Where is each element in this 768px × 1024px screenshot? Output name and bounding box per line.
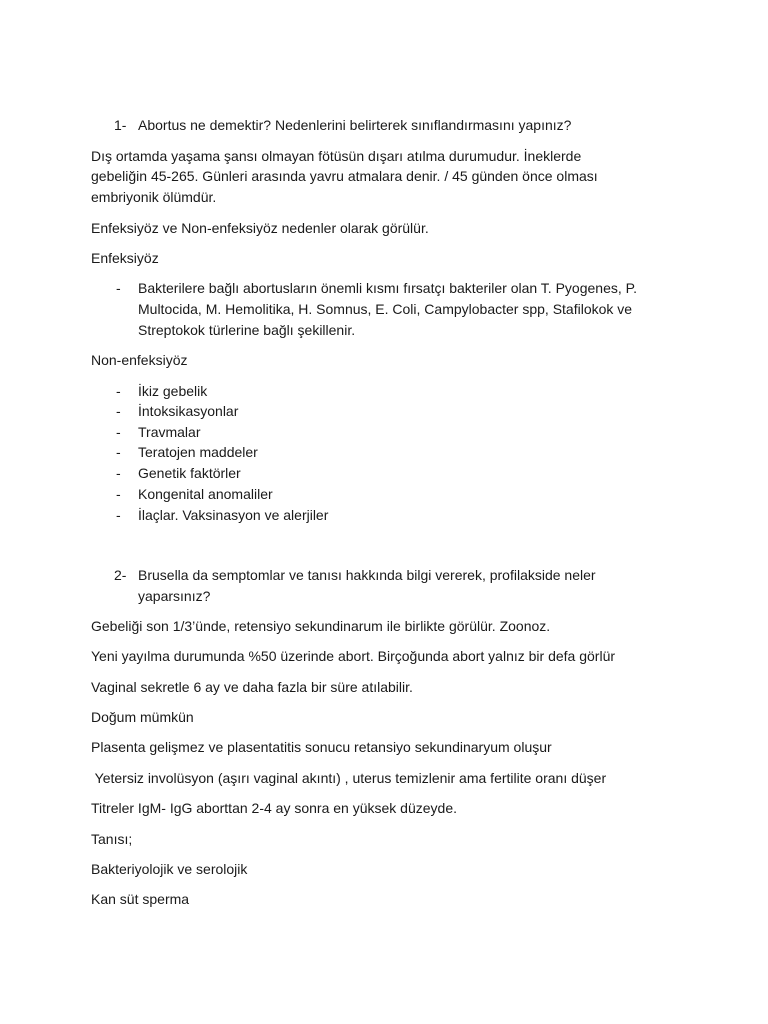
q2-paragraph: Doğum mümkün <box>91 709 194 725</box>
q2-question-line-1: Brusella da semptomlar ve tanısı hakkında bilgi vererek, profilakside neler <box>138 567 596 583</box>
infectious-heading: Enfeksiyöz <box>91 250 159 266</box>
q2-paragraph: Yetersiz involüsyon (aşırı vaginal akıntı) , uterus temizlenir ama fertilite oranı düşer <box>91 770 607 786</box>
q2-paragraph: Gebeliği son 1/3’ünde, retensiyo sekundinarum ile birlikte görülür. Zoonoz. <box>91 618 551 634</box>
q1-definition-line-3: embriyonik ölümdür. <box>91 189 217 205</box>
list-item-dash: - <box>116 424 121 440</box>
q2-number: 2- <box>114 567 127 583</box>
list-item-dash: - <box>116 465 121 481</box>
q2-paragraph: Titreler IgM- IgG aborttan 2-4 ay sonra en yüksek düzeyde. <box>91 800 457 816</box>
q1-number: 1- <box>114 117 127 133</box>
q1-causes: Enfeksiyöz ve Non-enfeksiyöz nedenler olarak görülür. <box>91 220 429 236</box>
list-item-dash: - <box>116 403 121 419</box>
list-item: İntoksikasyonlar <box>138 403 239 419</box>
list-item: Teratojen maddeler <box>138 444 258 460</box>
infectious-item-line-1: Bakterilere bağlı abortusların önemli kısmı fırsatçı bakteriler olan T. Pyogenes, P. <box>138 280 638 296</box>
list-item-dash: - <box>116 444 121 460</box>
q1-definition-line-2: gebeliğin 45-265. Günleri arasında yavru atmalara denir. / 45 günden önce olması <box>91 168 598 184</box>
list-item-dash: - <box>116 486 121 502</box>
list-item: İkiz gebelik <box>138 383 208 399</box>
list-item: Travmalar <box>138 424 201 440</box>
infectious-item-line-3: Streptokok türlerine bağlı şekillenir. <box>138 322 356 338</box>
list-item-dash: - <box>116 383 121 399</box>
q2-paragraph: Plasenta gelişmez ve plasentatitis sonucu retansiyo sekundinaryum oluşur <box>91 739 552 755</box>
list-item: İlaçlar. Vaksinasyon ve alerjiler <box>138 507 329 523</box>
list-item: Kongenital anomaliler <box>138 486 273 502</box>
diagnosis-heading: Tanısı; <box>91 831 133 847</box>
noninfectious-heading: Non-enfeksiyöz <box>91 352 188 368</box>
list-item-dash: - <box>116 507 121 523</box>
q2-question-line-2: yaparsınız? <box>138 588 211 604</box>
q2-paragraph: Vaginal sekretle 6 ay ve daha fazla bir süre atılabilir. <box>91 679 413 695</box>
q2-paragraph: Bakteriyolojik ve serolojik <box>91 861 248 877</box>
q2-paragraph: Kan süt sperma <box>91 891 190 907</box>
q1-question: Abortus ne demektir? Nedenlerini belirterek sınıflandırmasını yapınız? <box>138 117 572 133</box>
infectious-item-line-2: Multocida, M. Hemolitika, H. Somnus, E. Coli, Campylobacter spp, Stafilokok ve <box>138 301 633 317</box>
q2-paragraph: Yeni yayılma durumunda %50 üzerinde abort. Birçoğunda abort yalnız bir defa görlür <box>91 648 616 664</box>
q1-definition-line-1: Dış ortamda yaşama şansı olmayan fötüsün dışarı atılma durumudur. İneklerde <box>91 148 582 164</box>
infectious-item-dash: - <box>116 280 121 296</box>
list-item: Genetik faktörler <box>138 465 241 481</box>
